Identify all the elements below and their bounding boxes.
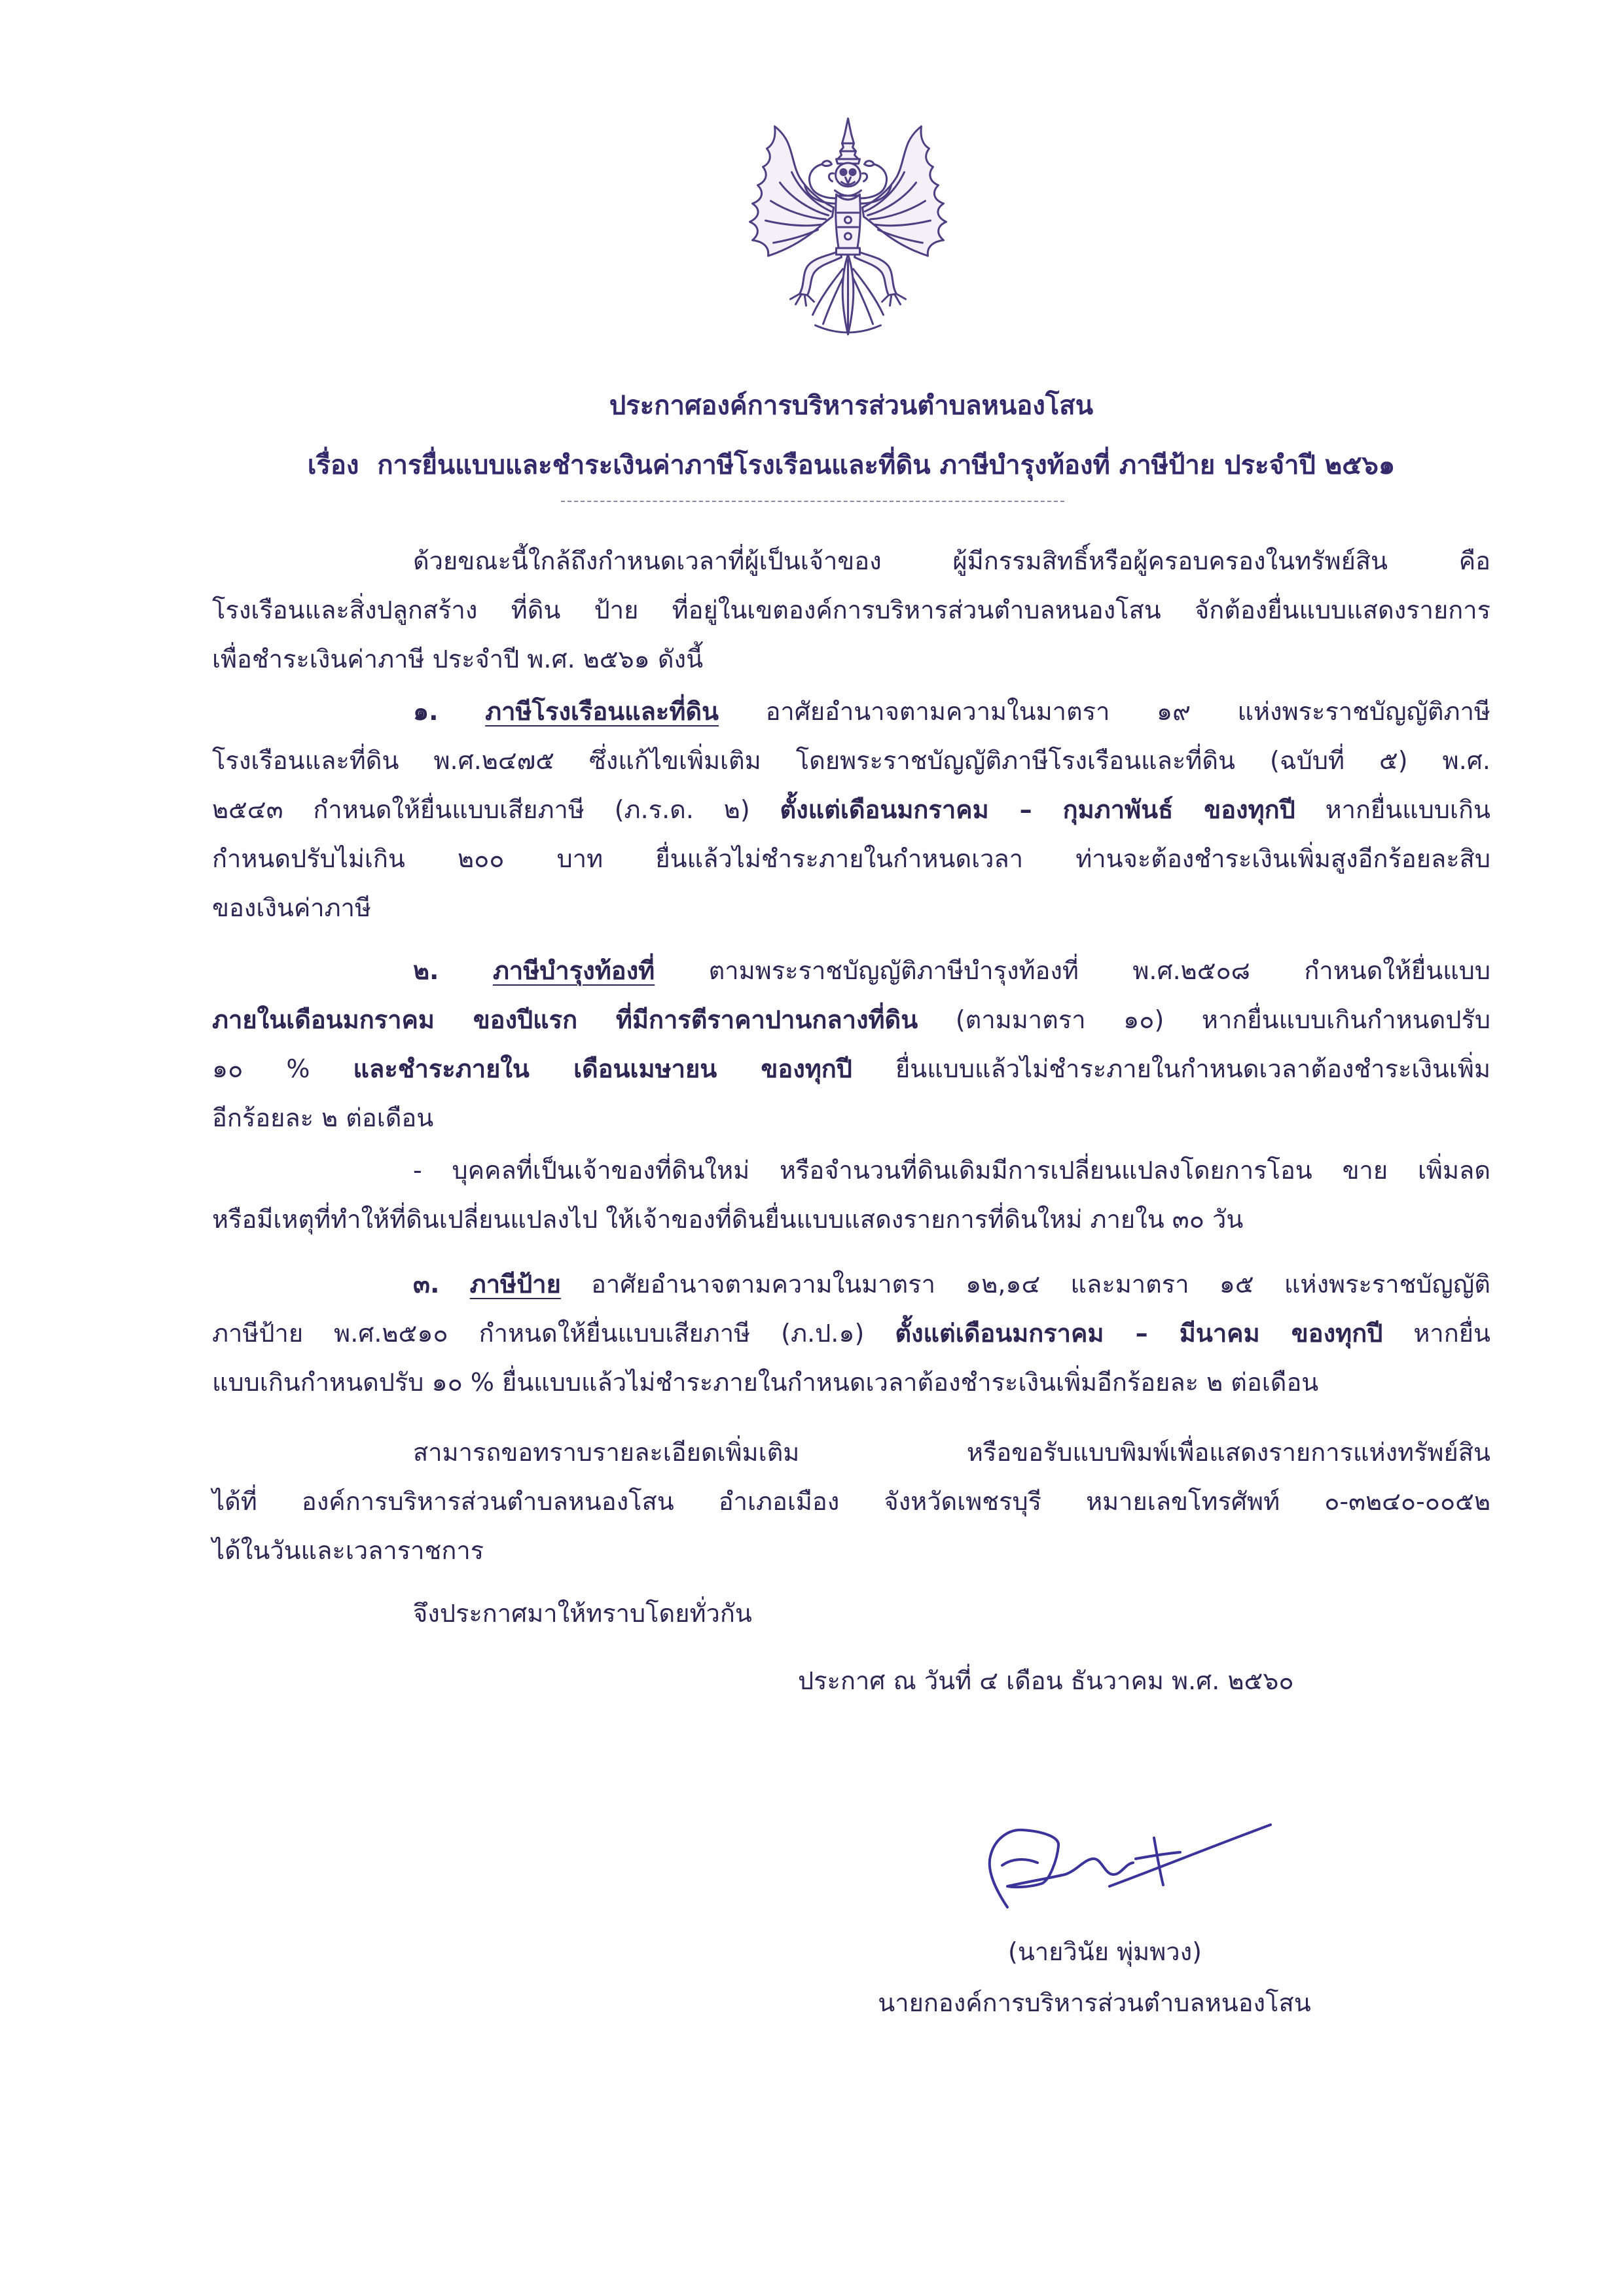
section-2-number: ๒.	[413, 956, 439, 985]
section-1-text: หากยื่นแบบเกิน	[1325, 795, 1490, 824]
section-1-line	[212, 687, 1490, 736]
garuda-emblem	[736, 117, 960, 340]
note-line: - บุคคลที่เป็นเจ้าของที่ดินใหม่ หรือจำนวนที่ดินเดิมมีการเปลี่ยนแปลงโดยการโอน ขาย เพิ่มลด	[413, 1156, 1490, 1185]
section-2-payment-period: และชำระภายใน เดือนเมษายน ของทุกปี	[353, 1054, 852, 1083]
handwritten-signature	[985, 1820, 1276, 1921]
title-divider	[561, 501, 1064, 502]
closing-statement: จึงประกาศมาให้ทราบโดยทั่วกัน	[413, 1599, 752, 1628]
contact-paragraph	[212, 1428, 1490, 1575]
section-1-text: อาศัยอำนาจตามความในมาตรา ๑๙ แห่งพระราชบัญญัติภาษี	[765, 697, 1490, 726]
signatory-name: (นายวินัย พุ่มพวง)	[1008, 1937, 1202, 1966]
section-3-filing-period: ตั้งแต่เดือนมกราคม – มีนาคม ของทุกปี	[895, 1319, 1383, 1348]
section-3-heading: ภาษีป้าย	[469, 1270, 561, 1299]
section-3-signboard-tax	[212, 1260, 1490, 1407]
section-2-line: อีกร้อยละ ๒ ต่อเดือน	[212, 1103, 434, 1132]
section-2-text: ๑๐ %	[212, 1054, 310, 1083]
section-1-land-building-tax	[212, 687, 1490, 933]
section-3-line: แบบเกินกำหนดปรับ ๑๐ % ยื่นแบบแล้วไม่ชำระภายในกำหนดเวลาต้องชำระเงินเพิ่มอีกร้อยละ ๒ ต่อเดือน	[212, 1368, 1319, 1397]
signatory-position: นายกองค์การบริหารส่วนตำบลหนองโสน	[878, 1988, 1311, 2017]
section-3-text: อาศัยอำนาจตามความในมาตรา ๑๒,๑๔ และมาตรา ๑๕ แห่งพระราชบัญญัติ	[591, 1270, 1490, 1299]
announcement-title: ประกาศองค์การบริหารส่วนตำบลหนองโสน	[609, 391, 1094, 421]
section-3-line	[212, 1260, 1490, 1309]
section-2-line	[212, 1045, 1490, 1094]
intro-paragraph	[212, 537, 1490, 684]
section-1-heading: ภาษีโรงเรือนและที่ดิน	[485, 697, 719, 726]
section-1-line	[212, 785, 1490, 834]
announcement-body	[212, 537, 1490, 2028]
section-2-text: ตามพระราชบัญญัติภาษีบำรุงท้องที่ พ.ศ.๒๕๐๘ กำหนดให้ยื่นแบบ	[708, 956, 1490, 985]
section-3-line	[212, 1309, 1490, 1358]
section-2-line	[212, 946, 1490, 996]
note-line: หรือมีเหตุที่ทำให้ที่ดินเปลี่ยนแปลงไป ให้เจ้าของที่ดินยื่นแบบแสดงรายการที่ดินใหม่ ภายใน ๓๐ วัน	[212, 1205, 1244, 1234]
section-2-line	[212, 996, 1490, 1045]
section-1-line: ของเงินค่าภาษี	[212, 893, 372, 922]
section-1-line: กำหนดปรับไม่เกิน ๒๐๐ บาท ยื่นแล้วไม่ชำระภายในกำหนดเวลา ท่านจะต้องชำระเงินเพิ่มสูงอีกร้อยละสิบ	[212, 844, 1490, 873]
subject-text: การยื่นแบบและชำระเงินค่าภาษีโรงเรือนและที่ดิน ภาษีบำรุงท้องที่ ภาษีป้าย ประจำปี ๒๕๖๑	[377, 450, 1396, 480]
section-1-filing-period: ตั้งแต่เดือนมกราคม – กุมภาพันธ์ ของทุกปี	[780, 795, 1295, 824]
section-1-line: โรงเรือนและที่ดิน พ.ศ.๒๔๗๕ ซึ่งแก้ไขเพิ่มเติม โดยพระราชบัญญัติภาษีโรงเรือนและที่ดิน (ฉบับที่ ๕) พ.ศ.	[212, 746, 1490, 775]
section-2-local-maintenance-tax	[212, 946, 1490, 1143]
section-3-text: หากยื่น	[1413, 1319, 1490, 1348]
land-change-note	[212, 1146, 1490, 1244]
section-2-filing-period: ภายในเดือนมกราคม ของปีแรก ที่มีการตีราคาปานกลางที่ดิน	[212, 1005, 918, 1034]
intro-line: เพื่อชำระเงินค่าภาษี ประจำปี พ.ศ. ๒๕๖๑ ดังนี้	[212, 645, 704, 673]
section-1-number: ๑.	[413, 697, 439, 726]
contact-line: สามารถขอทราบรายละเอียดเพิ่มเติม หรือขอรับแบบพิมพ์เพื่อแสดงรายการแห่งทรัพย์สิน	[413, 1438, 1490, 1467]
contact-line: ได้ที่ องค์การบริหารส่วนตำบลหนองโสน อำเภอเมือง จังหวัดเพชรบุรี หมายเลขโทรศัพท์ ๐-๓๒๔๐-๐๐๕๒	[212, 1487, 1490, 1516]
section-2-text: (ตามมาตรา ๑๐) หากยื่นแบบเกินกำหนดปรับ	[955, 1005, 1490, 1034]
contact-line: ได้ในวันและเวลาราชการ	[212, 1536, 484, 1565]
intro-line: โรงเรือนและสิ่งปลูกสร้าง ที่ดิน ป้าย ที่อยู่ในเขตองค์การบริหารส่วนตำบลหนองโสน จักต้องยื่นแบบแสดงรายการ	[212, 596, 1490, 624]
section-3-text: ภาษีป้าย พ.ศ.๒๕๑๐ กำหนดให้ยื่นแบบเสียภาษี (ภ.ป.๑)	[212, 1319, 865, 1348]
intro-line: ด้วยขณะนี้ใกล้ถึงกำหนดเวลาที่ผู้เป็นเจ้าของ ผู้มีกรรมสิทธิ์หรือผู้ครอบครองในทรัพย์สิน คือ	[413, 547, 1490, 575]
announcement-date: ประกาศ ณ วันที่ ๔ เดือน ธันวาคม พ.ศ. ๒๕๖๐	[798, 1666, 1294, 1695]
subject-line	[212, 441, 1490, 490]
section-1-text: ๒๕๔๓ กำหนดให้ยื่นแบบเสียภาษี (ภ.ร.ด. ๒)	[212, 795, 750, 824]
subject-label: เรื่อง	[307, 450, 359, 480]
section-2-text: ยื่นแบบแล้วไม่ชำระภายในกำหนดเวลาต้องชำระเงินเพิ่ม	[895, 1054, 1490, 1083]
section-3-number: ๓.	[413, 1270, 440, 1299]
section-2-heading: ภาษีบำรุงท้องที่	[492, 956, 655, 985]
